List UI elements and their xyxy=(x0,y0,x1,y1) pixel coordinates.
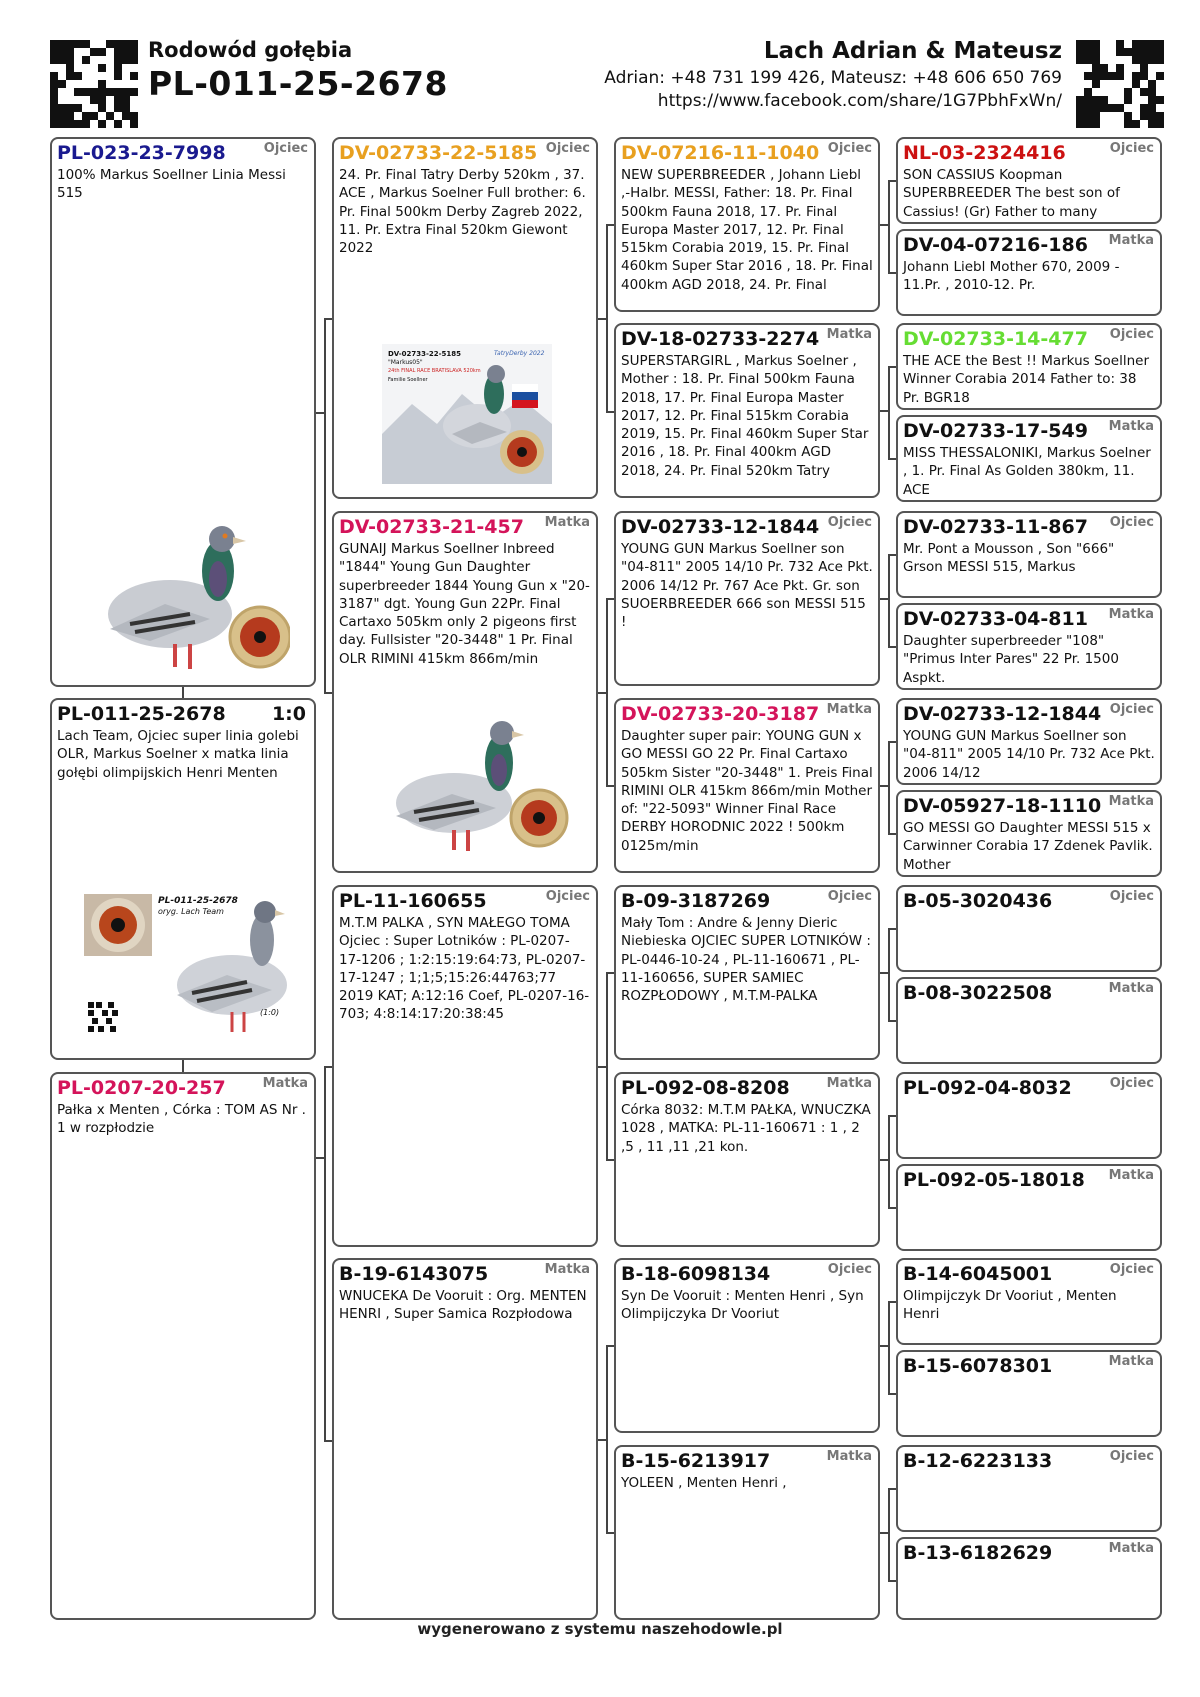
connector-line xyxy=(880,1159,888,1161)
ring-number: B-08-3022508 xyxy=(903,982,1053,1004)
connector-line xyxy=(606,1159,614,1161)
ring-number: DV-02733-11-867 xyxy=(903,516,1088,538)
pedigree-card-gen4 xyxy=(896,415,1162,502)
ring-number: DV-02733-12-1844 xyxy=(903,703,1102,725)
pedigree-card-gen4 xyxy=(896,1537,1162,1620)
pigeon-photo xyxy=(374,718,574,858)
connector-line xyxy=(598,1066,606,1068)
description: 100% Markus Soellner Linia Messi 515 xyxy=(57,167,286,202)
connector-line xyxy=(888,272,896,274)
connector-line xyxy=(606,598,614,600)
connector-line xyxy=(316,1157,324,1159)
connector-line xyxy=(316,412,324,414)
connector-line xyxy=(880,410,888,412)
description: 24. Pr. Final Tatry Derby 520km , 37. ACE , Markus Soelner Full brother: 6. Pr. Final 500km Derby Zagreb 2022, 11. Pr. Extra Final 520km Giewont 2022 xyxy=(339,167,586,257)
pedigree-card-father xyxy=(50,137,316,687)
sex-label: Matka xyxy=(1108,607,1154,622)
description: WNUCEKA De Vooruit : Org. MENTEN HENRI , Super Samica Rozpłodowa xyxy=(339,1288,587,1323)
ring-number: PL-11-160655 xyxy=(339,890,487,912)
description: Daughter super pair: YOUNG GUN x GO MESSI GO 22 Pr. Final Cartaxo 505km Sister "20-3448" 1. Preis Final RIMINI OLR 415km 866m/min Mother of: "22-5093" Winner Final Race DERBY HORODNIC 2022 ! 500km 0125m/min xyxy=(621,728,873,854)
connector-line xyxy=(888,833,896,835)
pedigree-card-gen4 xyxy=(896,137,1162,224)
ring-number: B-14-6045001 xyxy=(903,1263,1053,1285)
description: Lach Team, Ojciec super linia golebi OLR, Markus Soelner x matka linia gołębi olimpijskich Henri Menten xyxy=(57,728,299,781)
ring-number: DV-02733-12-1844 xyxy=(621,516,820,538)
sex-label: Ojciec xyxy=(1109,515,1154,530)
pedigree-card-gen4 xyxy=(896,323,1162,410)
connector-line xyxy=(324,318,332,320)
connector-line xyxy=(888,1115,896,1117)
sex-label: Ojciec xyxy=(1109,889,1154,904)
ring-number: PL-092-05-18018 xyxy=(903,1169,1085,1191)
ring-number: PL-092-04-8032 xyxy=(903,1077,1072,1099)
sex-label: Matka xyxy=(826,702,872,717)
owner-phone: Adrian: +48 731 199 426, Mateusz: +48 606 650 769 xyxy=(604,68,1062,88)
ring-number: PL-023-23-7998 xyxy=(57,142,226,164)
connector-line xyxy=(598,318,606,320)
connector-line xyxy=(880,1532,888,1534)
connector-line xyxy=(182,1060,184,1072)
ring-number: DV-18-02733-2274 xyxy=(621,328,820,350)
connector-line xyxy=(324,692,332,694)
ring-number: PL-092-08-8208 xyxy=(621,1077,790,1099)
ring-number: DV-07216-11-1040 xyxy=(621,142,820,164)
pedigree-card-gen4 xyxy=(896,1258,1162,1345)
sex-label: Matka xyxy=(826,1076,872,1091)
description: SON CASSIUS Koopman SUPERBREEDER The best son of Cassius! (Gr) Father to many xyxy=(903,167,1120,220)
connector-line xyxy=(324,1440,332,1442)
description: Pałka x Menten , Córka : TOM AS Nr . 1 w rozpłodzie xyxy=(57,1102,306,1137)
pedigree-card-gen2 xyxy=(332,511,598,873)
connector-line xyxy=(888,1393,896,1395)
description: YOLEEN , Menten Henri , xyxy=(621,1475,787,1491)
connector-line xyxy=(606,411,614,413)
sex-label: Matka xyxy=(1108,1168,1154,1183)
document-title: Rodowód gołębia xyxy=(148,38,353,62)
ring-number: DV-02733-20-3187 xyxy=(621,703,820,725)
connector-line xyxy=(888,1488,890,1580)
description: MISS THESSALONIKI, Markus Soelner , 1. Pr. Final As Golden 380km, 11. ACE xyxy=(903,445,1151,498)
connector-line xyxy=(888,458,896,460)
pedigree-card-gen3 xyxy=(614,137,880,312)
connector-line xyxy=(606,224,608,411)
connector-line xyxy=(880,224,888,226)
sex-label: Ojciec xyxy=(1109,1449,1154,1464)
ring-number: NL-03-2324416 xyxy=(903,142,1066,164)
ring-number: B-13-6182629 xyxy=(903,1542,1053,1564)
photo-caption-ring: PL-011-25-2678 xyxy=(158,896,238,906)
description: Syn De Vooruit : Menten Henri , Syn Olimpijczyka Dr Vooriut xyxy=(621,1288,864,1323)
description: Mr. Pont a Mousson , Son "666" Grson MESSI 515, Markus xyxy=(903,541,1115,576)
connector-line xyxy=(606,1532,614,1534)
description: SUPERSTARGIRL , Markus Soelner , Mother : 18. Pr. Final 500km Fauna 2018, 17. Pr. Final Europa Master 2017, 12. Pr. Final 515km Corabia 2019, 15. Pr. Final 460km Super Star 2016 , 18. Pr. Final 400km AGD 2018, 24. Pr. Final 520km Tatry xyxy=(621,353,869,479)
connector-line xyxy=(888,1301,896,1303)
connector-line xyxy=(888,928,890,1020)
sex-label: Matka xyxy=(826,327,872,342)
description: YOUNG GUN Markus Soellner son "04-811" 2005 14/10 Pr. 732 Ace Pkt. 2006 14/12 Pr. 767 Ace Pkt. Gr. son SUOERBREEDER 666 son MESSI 515 ! xyxy=(621,541,873,631)
pedigree-card-gen4 xyxy=(896,790,1162,877)
poster-logo: TatryDerby 2022 xyxy=(494,350,545,357)
sex-label: Ojciec xyxy=(545,141,590,156)
connector-line xyxy=(888,180,896,182)
pedigree-card-gen4 xyxy=(896,229,1162,316)
description: M.T.M PALKA , SYN MAŁEGO TOMA Ojciec : Super Lotników : PL-0207-17-1206 ; 1:2:15:19:64:73, PL-0207-17-1247 ; 1;1;5;15:26:44763;77 2019 KAT; A:12:16 Coef, PL-0207-16-703; 4:8:14:17:20:38:45 xyxy=(339,915,590,1023)
sex-label: Matka xyxy=(544,515,590,530)
description: Daughter superbreeder "108" "Primus Inter Pares" 22 Pr. 1500 Aspkt. xyxy=(903,633,1119,686)
ring-number: B-09-3187269 xyxy=(621,890,771,912)
pigeon-poster xyxy=(382,344,552,484)
sex-label: Matka xyxy=(1108,981,1154,996)
sex-label: Matka xyxy=(544,1262,590,1277)
pedigree-card-gen4 xyxy=(896,1072,1162,1159)
connector-line xyxy=(888,554,896,556)
pedigree-card-gen4 xyxy=(896,511,1162,598)
connector-line xyxy=(606,598,608,785)
description: Olimpijczyk Dr Vooriut , Menten Henri xyxy=(903,1288,1117,1323)
pedigree-card-gen4 xyxy=(896,698,1162,785)
pedigree-card-gen4 xyxy=(896,977,1162,1064)
qr-code-icon xyxy=(50,40,138,128)
description: GO MESSI GO Daughter MESSI 515 x Carwinner Corabia 17 Zdenek Pavlik. Mother xyxy=(903,820,1153,873)
connector-line xyxy=(880,1345,888,1347)
pedigree-card-gen4 xyxy=(896,1350,1162,1437)
sex-label: Ojciec xyxy=(545,889,590,904)
connector-line xyxy=(888,928,896,930)
ring-number: DV-02733-21-457 xyxy=(339,516,524,538)
poster-event: 24th FINAL RACE BRATISLAVA 520km xyxy=(388,368,481,374)
pigeon-ring-number: PL-011-25-2678 xyxy=(148,64,448,103)
connector-line xyxy=(888,366,896,368)
poster-ring: DV-02733-22-5185 xyxy=(388,350,462,358)
sex-label: Ojciec xyxy=(827,141,872,156)
connector-line xyxy=(888,1115,890,1207)
sex-label: Ojciec xyxy=(1109,141,1154,156)
pedigree-card-subject xyxy=(50,698,316,1060)
sex-label: Ojciec xyxy=(1109,327,1154,342)
pedigree-card-gen3 xyxy=(614,323,880,498)
ring-number: DV-05927-18-1110 xyxy=(903,795,1102,817)
connector-line xyxy=(888,646,896,648)
qr-code-icon xyxy=(1076,40,1164,128)
pedigree-card-mother xyxy=(50,1072,316,1620)
connector-line xyxy=(324,1066,332,1068)
connector-line xyxy=(606,1345,608,1532)
connector-line xyxy=(606,224,614,226)
ring-number: PL-0207-20-257 xyxy=(57,1077,226,1099)
description: THE ACE the Best !! Markus Soellner Winner Corabia 2014 Father to: 38 Pr. BGR18 xyxy=(903,353,1150,406)
pedigree-card-gen3 xyxy=(614,1258,880,1433)
pedigree-card-gen4 xyxy=(896,1445,1162,1532)
sex-label: Ojciec xyxy=(1109,1076,1154,1091)
pedigree-card-gen4 xyxy=(896,603,1162,690)
connector-line xyxy=(888,554,890,646)
sex-label: Matka xyxy=(1108,419,1154,434)
description: NEW SUPERBREEDER , Johann Liebl ,-Halbr. MESSI, Father: 18. Pr. Final 500km Fauna 2018, 17. Pr. Final Europa Master 2017, 12. Pr. Final 515km Corabia 2019, 15. Pr. Final 460km Super Star 2016 , 18. Pr. Final 400km AGD 2018, 24. Pr. Final xyxy=(621,167,873,293)
connector-line xyxy=(598,692,606,694)
connector-line xyxy=(324,1066,326,1440)
ring-number: DV-04-07216-186 xyxy=(903,234,1088,256)
connector-line xyxy=(888,741,890,833)
pedigree-card-gen3 xyxy=(614,1072,880,1247)
pedigree-card-gen3 xyxy=(614,885,880,1060)
description: YOUNG GUN Markus Soellner son "04-811" 2005 14/10 Pr. 732 Ace Pkt. 2006 14/12 xyxy=(903,728,1155,781)
description: Mały Tom : Andre & Jenny Dieric Niebieska OJCIEC SUPER LOTNIKÓW : PL-0446-10-24 , PL-11-160671 , PL-11-160656, SUPER SAMIEC ROZPŁODOWY , M.T.M-PALKA xyxy=(621,915,871,1005)
connector-line xyxy=(888,366,890,458)
pigeon-photo xyxy=(82,890,292,1040)
sex-label: Matka xyxy=(826,1449,872,1464)
connector-line xyxy=(880,972,888,974)
ring-number: DV-02733-17-549 xyxy=(903,420,1088,442)
ring-number: B-15-6213917 xyxy=(621,1450,771,1472)
sex-label: Ojciec xyxy=(263,141,308,156)
sex-label: Matka xyxy=(1108,794,1154,809)
poster-owner: Familie Soellner xyxy=(388,377,428,383)
connector-line xyxy=(888,1301,890,1393)
pedigree-card-gen4 xyxy=(896,1164,1162,1251)
connector-line xyxy=(324,318,326,692)
connector-line xyxy=(606,785,614,787)
pedigree-card-gen3 xyxy=(614,511,880,686)
pedigree-card-gen4 xyxy=(896,885,1162,972)
sex-label: Ojciec xyxy=(1109,702,1154,717)
ring-number: PL-011-25-2678 xyxy=(57,703,226,725)
ring-number: B-19-6143075 xyxy=(339,1263,489,1285)
score-label: 1:0 xyxy=(271,703,306,725)
pigeon-photo xyxy=(90,519,290,679)
pedigree-card-gen2 xyxy=(332,1258,598,1620)
ring-number: DV-02733-14-477 xyxy=(903,328,1088,350)
connector-line xyxy=(880,785,888,787)
description: GUNAIJ Markus Soellner Inbreed "1844" Young Gun Daughter superbreeder 1844 Young Gun x "20-3187" dgt. Young Gun 22Pr. Final Cartaxo 505km only 2 pigeons first day. Fullsister "20-3448" 1 Pr. Final OLR RIMINI 415km 866m/min xyxy=(339,541,590,667)
sex-label: Matka xyxy=(1108,233,1154,248)
poster-nick: "Markus05" xyxy=(388,359,423,366)
photo-caption-score: (1:0) xyxy=(260,1008,280,1017)
connector-line xyxy=(598,1439,606,1441)
connector-line xyxy=(888,1580,896,1582)
pedigree-card-gen3 xyxy=(614,1445,880,1620)
sex-label: Matka xyxy=(262,1076,308,1091)
description: Córka 8032: M.T.M PAŁKA, WNUCZKA 1028 , MATKA: PL-11-160671 : 1 , 2 ,5 , 11 ,11 ,21 kon. xyxy=(621,1102,871,1155)
ring-number: B-05-3020436 xyxy=(903,890,1053,912)
sex-label: Ojciec xyxy=(827,515,872,530)
connector-line xyxy=(182,687,184,698)
pedigree-card-gen2 xyxy=(332,137,598,499)
connector-line xyxy=(888,1207,896,1209)
owner-facebook-link[interactable]: https://www.facebook.com/share/1G7PbhFxWn/ xyxy=(657,91,1062,111)
pedigree-card-gen3 xyxy=(614,698,880,873)
owner-name: Lach Adrian & Mateusz xyxy=(763,38,1062,64)
sex-label: Ojciec xyxy=(1109,1262,1154,1277)
connector-line xyxy=(606,972,614,974)
connector-line xyxy=(606,1345,614,1347)
sex-label: Ojciec xyxy=(827,1262,872,1277)
ring-number: DV-02733-22-5185 xyxy=(339,142,538,164)
ring-number: B-15-6078301 xyxy=(903,1355,1053,1377)
ring-number: DV-02733-04-811 xyxy=(903,608,1088,630)
pedigree-card-gen2 xyxy=(332,885,598,1247)
sex-label: Matka xyxy=(1108,1354,1154,1369)
ring-number: B-12-6223133 xyxy=(903,1450,1053,1472)
ring-number: B-18-6098134 xyxy=(621,1263,771,1285)
sex-label: Matka xyxy=(1108,1541,1154,1556)
photo-caption-owner: oryg. Lach Team xyxy=(158,907,224,916)
connector-line xyxy=(880,598,888,600)
description: Johann Liebl Mother 670, 2009 - 11.Pr. , 2010-12. Pr. xyxy=(903,259,1120,294)
connector-line xyxy=(606,972,608,1159)
connector-line xyxy=(888,1488,896,1490)
connector-line xyxy=(888,180,890,272)
footer-credit: wygenerowano z systemu naszehodowle.pl xyxy=(417,1620,783,1638)
sex-label: Ojciec xyxy=(827,889,872,904)
connector-line xyxy=(888,1020,896,1022)
connector-line xyxy=(888,741,896,743)
